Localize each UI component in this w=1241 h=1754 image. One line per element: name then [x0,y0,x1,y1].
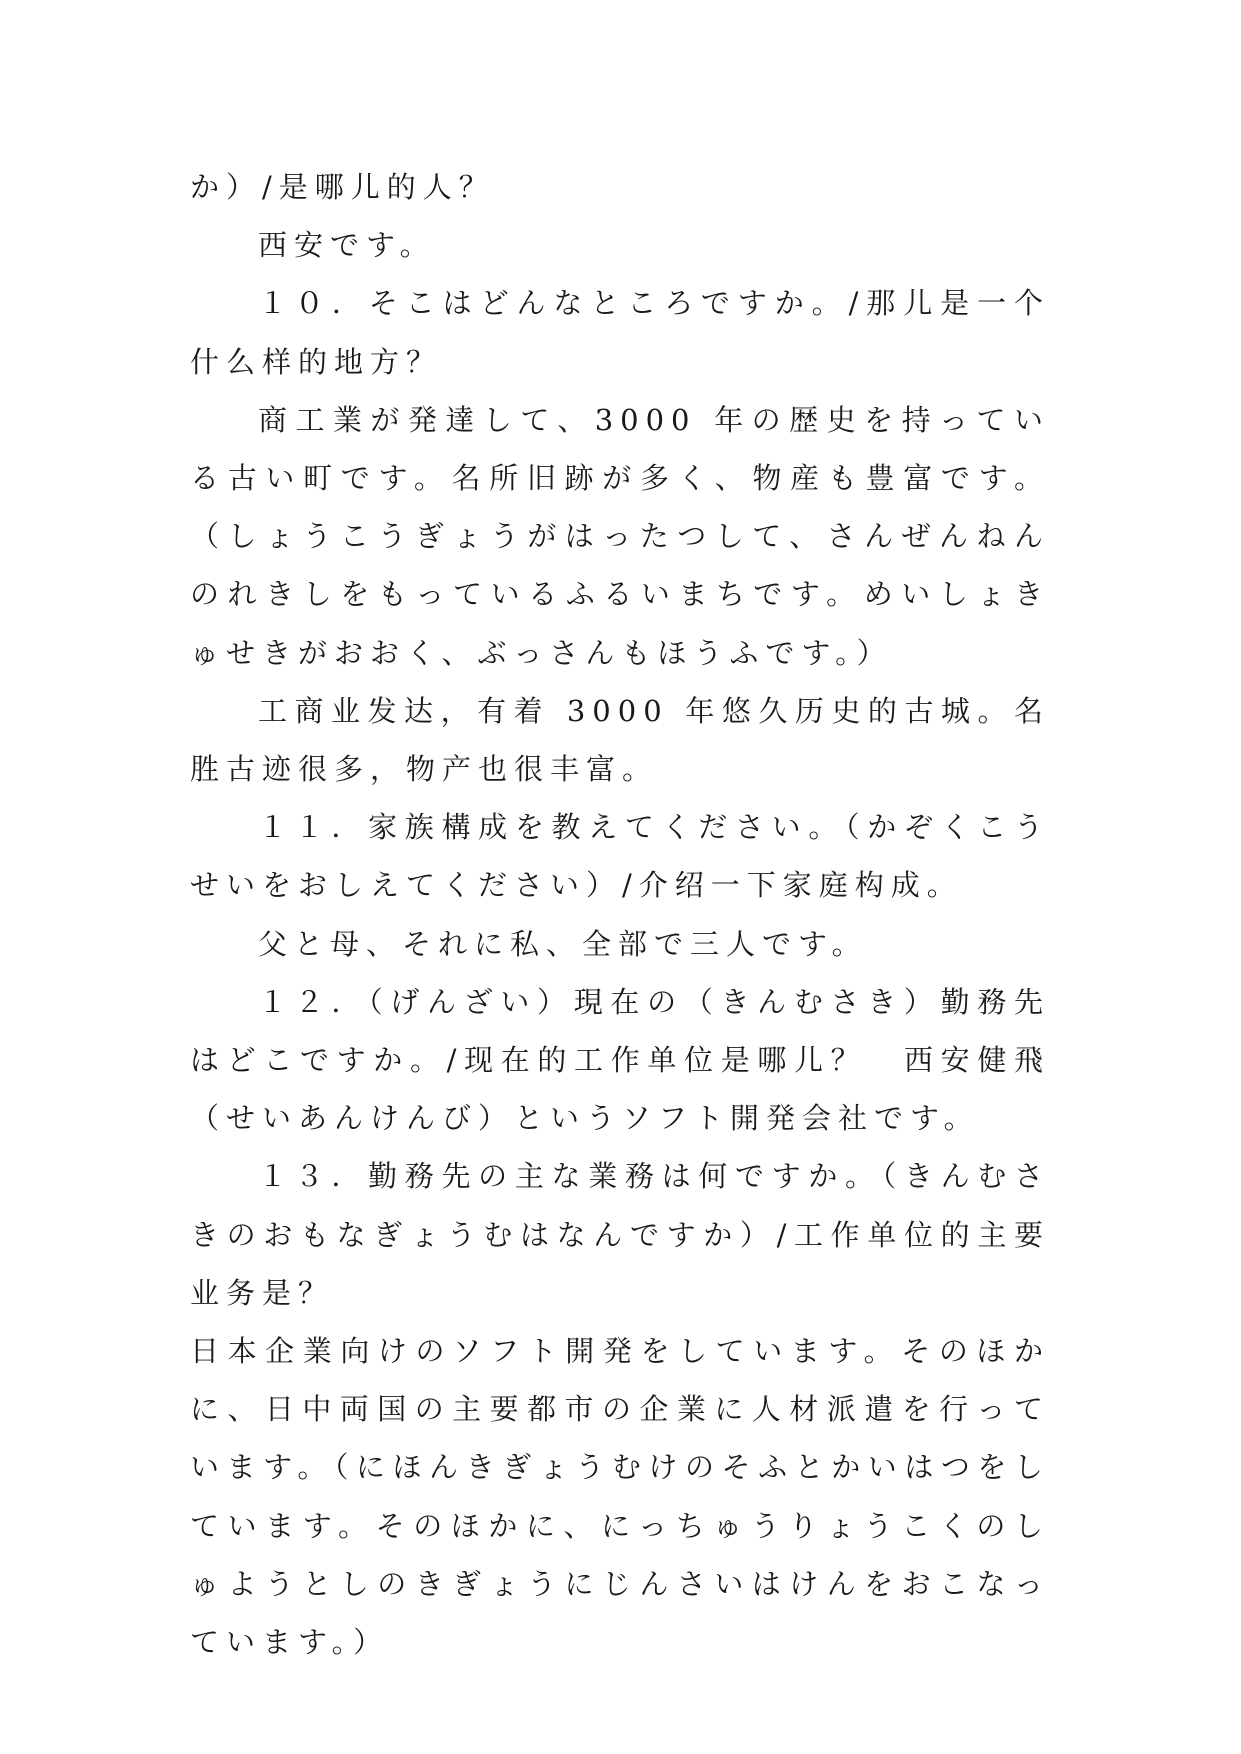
paragraph: 日本企業向けのソフト開発をしています。そのほかに、日中両国の主要都市の企業に人材派遣を行っています。（にほんきぎょうむけのそふとかいはつをしています。そのほかに、にっちゅうりょうこくのしゅようとしのきぎょうにじんさいはけんをおこなっています。） [190,1334,1050,1660]
paragraph: １０．そこはどんなところですか。/那儿是一个什么样的地方？ [190,286,1050,379]
document-body [190,158,1050,1671]
paragraph: 西安です。 [258,228,436,263]
paragraph: １２．（げんざい）現在の（きんむさき）勤務先はどこですか。/现在的工作单位是哪儿？ 西安健飛（せいあんけんび）というソフト開発会社です。 [190,984,1050,1136]
paragraph: 父と母、それに私、全部で三人です。 [258,926,868,961]
paragraph: 工商业发达，有着 3000 年悠久历史的古城。名胜古迹很多，物产也很丰富。 [190,693,1050,787]
paragraph: １１．家族構成を教えてください。（かぞくこうせいをおしえてください）/介绍一下家庭构成。 [190,810,1050,903]
paragraph: 商工業が発達して、3000 年の歴史を持っている古い町です。名所旧跡が多く、物産も豊富です。（しょうこうぎょうがはったつして、さんぜんねんのれきしをもっているふるいまちです。めいしょきゅせきがおおく、ぶっさんもほうふです。） [190,402,1050,670]
paragraph: １３．勤務先の主な業務は何ですか。（きんむさきのおもなぎょうむはなんですか）/工作单位的主要业务是？ [190,1159,1050,1310]
paragraph: か）/是哪儿的人？ [190,170,495,204]
